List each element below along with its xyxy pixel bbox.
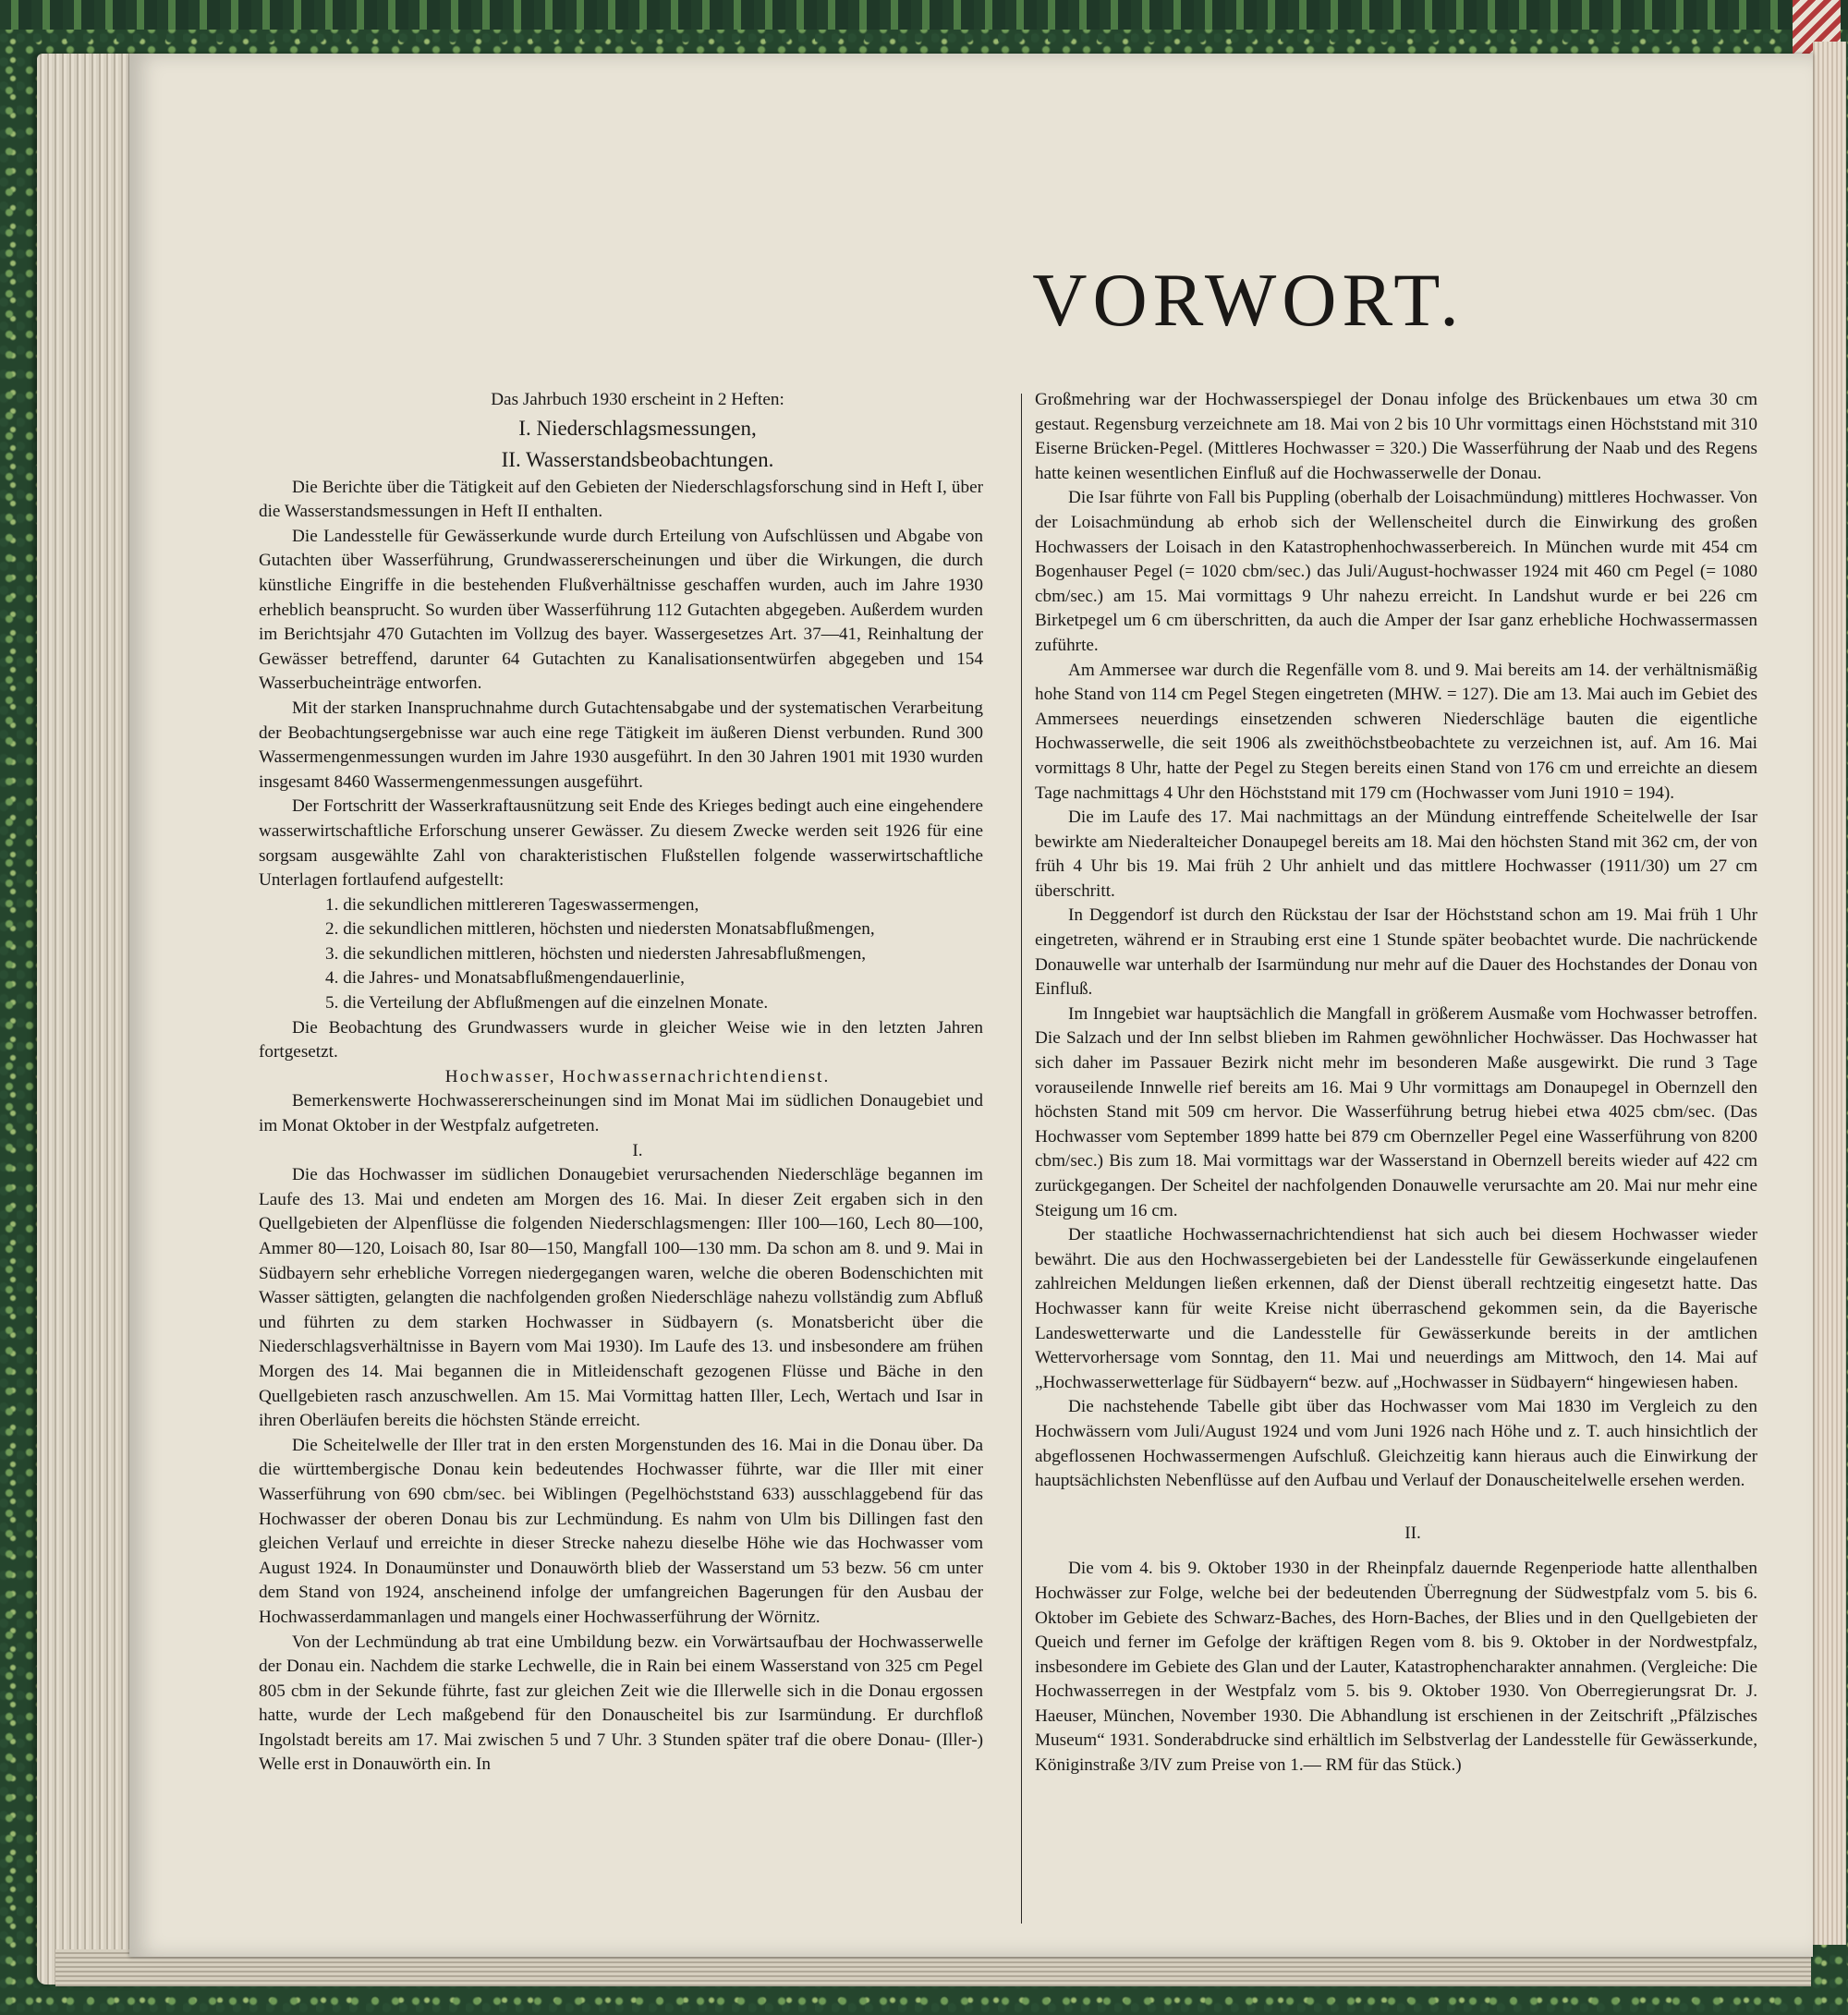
- section-number: I.: [632, 1140, 643, 1160]
- paragraph: Mit der starken Inanspruchnahme durch Gutachtensabgabe und der systematischen Verarbeitung der Beobachtungsergebnisse war auch eine rege Tätigkeit im äußeren Dienst verbunden. Rund 300 Wassermengenmessungen wurden im Jahre 1930 ausgeführt. In den 30 Jahren 1901 mit 1930 wurden insgesamt 8460 Wassermengenmessungen ausgeführt.: [259, 698, 983, 792]
- paragraph: Am Ammersee war durch die Regenfälle vom 8. und 9. Mai bereits am 14. der verhältnismäßig hohe Stand von 114 cm Pegel Stegen eingetreten (MHW. = 127). Die am 13. Mai auch im Gebiet des Ammersees neuerdings einsetzenden schweren Niederschläge bauten die eigentliche Hochwasserwelle, die seit 1906 als zweithöchstbeobachtete zu verzeichnen ist, auf. Am 16. Mai vormittags 8 Uhr, hatte der Pegel zu Stegen bereits einen Stand von 176 cm und erreichte an diesem Tage nachmittags 4 Uhr den Höchststand mit 179 cm (Hochwasser vom Juni 1910 = 194).: [1035, 660, 1757, 803]
- numbered-list: [259, 893, 983, 1016]
- list-item: 2. die sekundlichen mittleren, höchsten und niedersten Monatsabflußmengen,: [325, 919, 875, 940]
- paragraph: Die Berichte über die Tätigkeit auf den Gebieten der Niederschlagsforschung sind in Heft I, über die Wasserstandsmessungen in Heft II enthalten.: [259, 477, 983, 522]
- paragraph: Die das Hochwasser im südlichen Donaugebiet verursachenden Niederschläge begannen im Laufe des 13. Mai und endeten am Morgen des 16. Mai. In dieser Zeit ergaben sich in den Quellgebieten der Alpenflüsse die folgenden Niederschlagsmengen: Iller 100—160, Lech 80—100, Ammer 80—120, Loisach 80, Isar 80—150, Mangfall 100—130 mm. Da schon am 8. und 9. Mai in Südbayern sehr erhebliche Vorregen niedergegangen waren, welche die oberen Bodenschichten mit Wasser sättigten, gelangten die nachfolgenden großen Niederschläge nahezu vollständig zum Abfluß und führten zu dem starken Hochwasser in Südbayern (s. Monatsbericht über die Niederschlagsverhältnisse in Bayern vom Mai 1930). Im Laufe des 13. und insbesondere am frühen Morgen des 14. Mai begannen die in Mitleidenschaft gezogenen Flüsse und Bäche in den Quellgebieten rasch anzuschwellen. Am 15. Mai Vormittag hatten Iller, Lech, Wertach und Isar in ihren Oberläufen bereits die höchsten Stände erreicht.: [259, 1165, 983, 1431]
- paragraph: Die Landesstelle für Gewässerkunde wurde durch Erteilung von Aufschlüssen und Abgabe von Gutachten über Wasserführung, Grundwassererscheinungen und über die Wirkungen, die durch künstliche Eingriffe in die bestehenden Flußverhältnisse geschaffen wurden, auch im Jahre 1930 erheblich beansprucht. So wurden über Wasserführung 112 Gutachten abgegeben. Außerdem wurden im Berichtsjahr 470 Gutachten im Vollzug des bayer. Wassergesetzes Art. 37—41, Reinhaltung der Gewässer betreffend, darunter 64 Gutachten zu Kanalisationsentwürfen abgegeben und 154 Wasserbucheinträge entworfen.: [259, 526, 983, 694]
- page-stack-right: [1813, 42, 1846, 1945]
- paragraph: In Deggendorf ist durch den Rückstau der Isar der Höchststand schon am 19. Mai früh 1 Uhr eingetreten, während er in Straubing erst eine 1 Stunde später beobachtet wurde. Die nachrückende Donauwelle war unterhalb der Isarmündung nur mehr auf die Dauer des Hochstandes der Donau von Einfluß.: [1035, 905, 1757, 1000]
- paragraph: Bemerkenswerte Hochwassererscheinungen sind im Monat Mai im südlichen Donaugebiet und im Monat Oktober in der Westpfalz aufgetreten.: [259, 1091, 983, 1136]
- paragraph: Die Beobachtung des Grundwassers wurde in gleicher Weise wie in den letzten Jahren fortgesetzt.: [259, 1017, 983, 1062]
- column-divider: [1021, 394, 1022, 1924]
- paragraph: Von der Lechmündung ab trat eine Umbildung bezw. ein Vorwärtsaufbau der Hochwasserwelle der Donau ein. Nachdem die starke Lechwelle, die in Rain bei einem Wasserstand von 325 cm Pegel 805 cbm in der Sekunde führte, fast zur gleichen Zeit wie die Illerwelle sich in die Donau ergossen hatte, wurde der Lech maßgebend für den Donauscheitel bis zur Isarmündung. Er durchfloß Ingolstadt bereits am 17. Mai zwischen 5 und 7 Uhr. 3 Stunden später traf die obere Donau- (Iller-) Welle erst in Donauwörth ein. In: [259, 1632, 983, 1775]
- paragraph: Großmehring war der Hochwasserspiegel der Donau infolge des Brückenbaues um etwa 30 cm gestaut. Regensburg verzeichnete am 18. Mai von 2 bis 10 Uhr vormittags einen Höchststand mit 310 Eiserne Brücken-Pegel. (Mittleres Hochwasser = 320.) Die Wasserführung der Naab und des Regens hatte keinen wesentlichen Einfluß auf die Hochwasserwelle der Donau.: [1035, 390, 1757, 483]
- left-column: [259, 388, 983, 1778]
- list-item: 3. die sekundlichen mittleren, höchsten und niedersten Jahresabflußmengen,: [325, 943, 867, 964]
- heft-1-line: I. Niederschlagsmessungen,: [518, 416, 757, 440]
- list-item: 4. die Jahres- und Monatsabflußmengendauerlinie,: [325, 968, 685, 989]
- right-column: [1035, 388, 1757, 1778]
- paragraph: Die vom 4. bis 9. Oktober 1930 in der Rheinpfalz dauernde Regenperiode hatte allenthalben Hochwässer zur Folge, welche bei der bedeutenden Überregnung der Südwestpfalz vom 5. bis 6. Oktober im Gebiete des Schwarz-Baches, des Horn-Baches, der Blies und in den Quellgebieten der Queich und ferner im Gefolge der kräftigen Regen vom 8. bis 9. Oktober in der Nordwestpfalz, insbesondere im Gebiete des Glan und der Lauter, Katastrophencharakter annahmen. (Vergleiche: Die Hochwasserregen in der Westpfalz vom 5. bis 9. Oktober 1930. Von Oberregierungsrat Dr. J. Haeuser, München, November 1930. Die Abhandlung ist erschienen in der Zeitschrift „Pfälzisches Museum“ 1931. Sonderabdrucke sind erhältlich im Selbstverlag der Landesstelle für Gewässerkunde, Königinstraße 3/IV zum Preise von 1.— RM für das Stück.): [1035, 1559, 1757, 1776]
- intro-line: Das Jahrbuch 1930 erscheint in 2 Heften:: [491, 390, 784, 409]
- paragraph: Die nachstehende Tabelle gibt über das Hochwasser vom Mai 1830 im Vergleich zu den Hochwässern vom Juli/August 1924 und vom Juni 1926 nach Höhe und z. T. auch hinsichtlich der abgeflossenen Hochwassermengen Aufschluß. Gleichzeitig kann hieraus auch die Einwirkung der hauptsächlichsten Nebenflüsse auf den Aufbau und Verlauf der Donauscheitelwelle ersehen werden.: [1035, 1397, 1757, 1491]
- paragraph: Die Scheitelwelle der Iller trat in den ersten Morgenstunden des 16. Mai in die Donau über. Da die württembergische Donau kein bedeutendes Hochwasser führte, war die Iller mit einer Wasserführung von 690 cbm/sec. bei Wiblingen (Pegelhöchststand 633) ausschlaggebend für das Hochwasser der oberen Donau bis zur Lechmündung. Es nahm von Ulm bis Dillingen fast den gleichen Verlauf und erreichte in dieser Strecke nahezu dieselbe Höhe wie das Hochwasser vom August 1924. In Donaumünster und Donauwörth blieb der Wasserstand um 53 bezw. 56 cm unter dem Stand von 1924, anscheinend infolge der umfangreichen Bagerungen für den Ausbau der Hochwasserdammanlagen und mangels einer Hochwasserführung der Wörnitz.: [259, 1435, 983, 1627]
- paragraph: Die Isar führte von Fall bis Puppling (oberhalb der Loisachmündung) mittleres Hochwasser. Von der Loisachmündung ab erhob sich der Wellenscheitel durch die Einwirkung des großen Hochwassers der Loisach in den Katastrophenhochwasserbereich. In München wurde mit 454 cm Bogenhauser Pegel (= 1020 cbm/sec.) das Juli/August-hochwasser 1924 mit 460 cm Pegel (= 1080 cbm/sec.) am 15. Mai vormittags 9 Uhr nahezu erreicht. In Landshut wurde er bei 226 cm Birketpegel um 6 cm überschritten, da auch die Amper der Isar ganz erhebliche Hochwassermassen zuführte.: [1035, 488, 1757, 655]
- list-item: 1. die sekundlichen mittlereren Tageswassermengen,: [325, 894, 699, 915]
- list-item: 5. die Verteilung der Abflußmengen auf die einzelnen Monate.: [325, 993, 769, 1014]
- page-stack-left: [37, 54, 139, 1985]
- paragraph: Die im Laufe des 17. Mai nachmittags an der Mündung eintreffende Scheitelwelle der Isar bewirkte am Niederalteicher Donaupegel bereits am 18. Mai den höchsten Stand mit 362 cm, der von früh 4 Uhr bis 19. Mai früh 2 Uhr anhielt und das mittlere Hochwasser (1911/30) um 27 cm überschritt.: [1035, 807, 1757, 901]
- heft-2-line: II. Wasserstandsbeobachtungen.: [501, 447, 774, 471]
- section-heading: Hochwasser, Hochwassernachrichtendienst.: [444, 1066, 831, 1086]
- paragraph: Der staatliche Hochwassernachrichtendienst hat sich auch bei diesem Hochwasser wieder bewährt. Die aus den Hochwassergebieten bei der Landesstelle für Gewässerkunde eingelaufenen zahlreichen Meldungen ließen erkennen, daß der Dienst überall rechtzeitig eingesetzt hatte. Das Hochwasser kann für weite Kreise nicht überraschend gekommen sein, da die Bayerische Landeswetterwarte und die Landesstelle für Gewässerkunde bereits in der amtlichen Wettervorhersage vom Sonntag, den 11. Mai und neuerdings am Mittwoch, den 14. Mai auf „Hochwasserwetterlage für Südbayern“ bezw. auf „Hochwasser in Südbayern“ hingewiesen haben.: [1035, 1225, 1757, 1392]
- section-number: II.: [1404, 1523, 1421, 1543]
- paragraph: Im Inngebiet war hauptsächlich die Mangfall in größerem Ausmaße vom Hochwasser betroffen. Die Salzach und der Inn selbst blieben im Rahmen gewöhnlicher Hochwässer. Das Hochwasser hat sich daher im Passauer Bezirk nicht mehr im besonderen Maße ausgewirkt. Die rund 3 Tage vorauseilende Innwelle rief bereits am 16. Mai 9 Uhr vormittags am Donaupegel in Obernzell den höchsten Stand mit 509 cm hervor. Die Wasserführung betrug hiebei etwa 4025 cbm/sec. (Das Hochwasser vom September 1899 hatte bei 879 cm Obernzeller Pegel eine Wasserführung von 8200 cbm/sec.) Bis zum 18. Mai vormittags war der Wasserstand in Obernzell bereits wieder auf 422 cm zurückgegangen. Der Scheitel der nachfolgenden Donauwelle verursachte am 20. Mai nur mehr eine Steigung um 16 cm.: [1035, 1003, 1757, 1220]
- paragraph: Der Fortschritt der Wasserkraftausnützung seit Ende des Krieges bedingt auch eine eingehendere wasserwirtschaftliche Erforschung unserer Gewässer. Zu diesem Zwecke werden seit 1926 für eine sorgsam ausgewählte Zahl von charakteristischen Flußstellen folgende wasserwirtschaftliche Unterlagen fortlaufend aufgestellt:: [259, 796, 983, 891]
- book-page: [129, 54, 1813, 1957]
- page-title: VORWORT.: [1032, 258, 1465, 342]
- cover-edge-band: [0, 0, 1848, 30]
